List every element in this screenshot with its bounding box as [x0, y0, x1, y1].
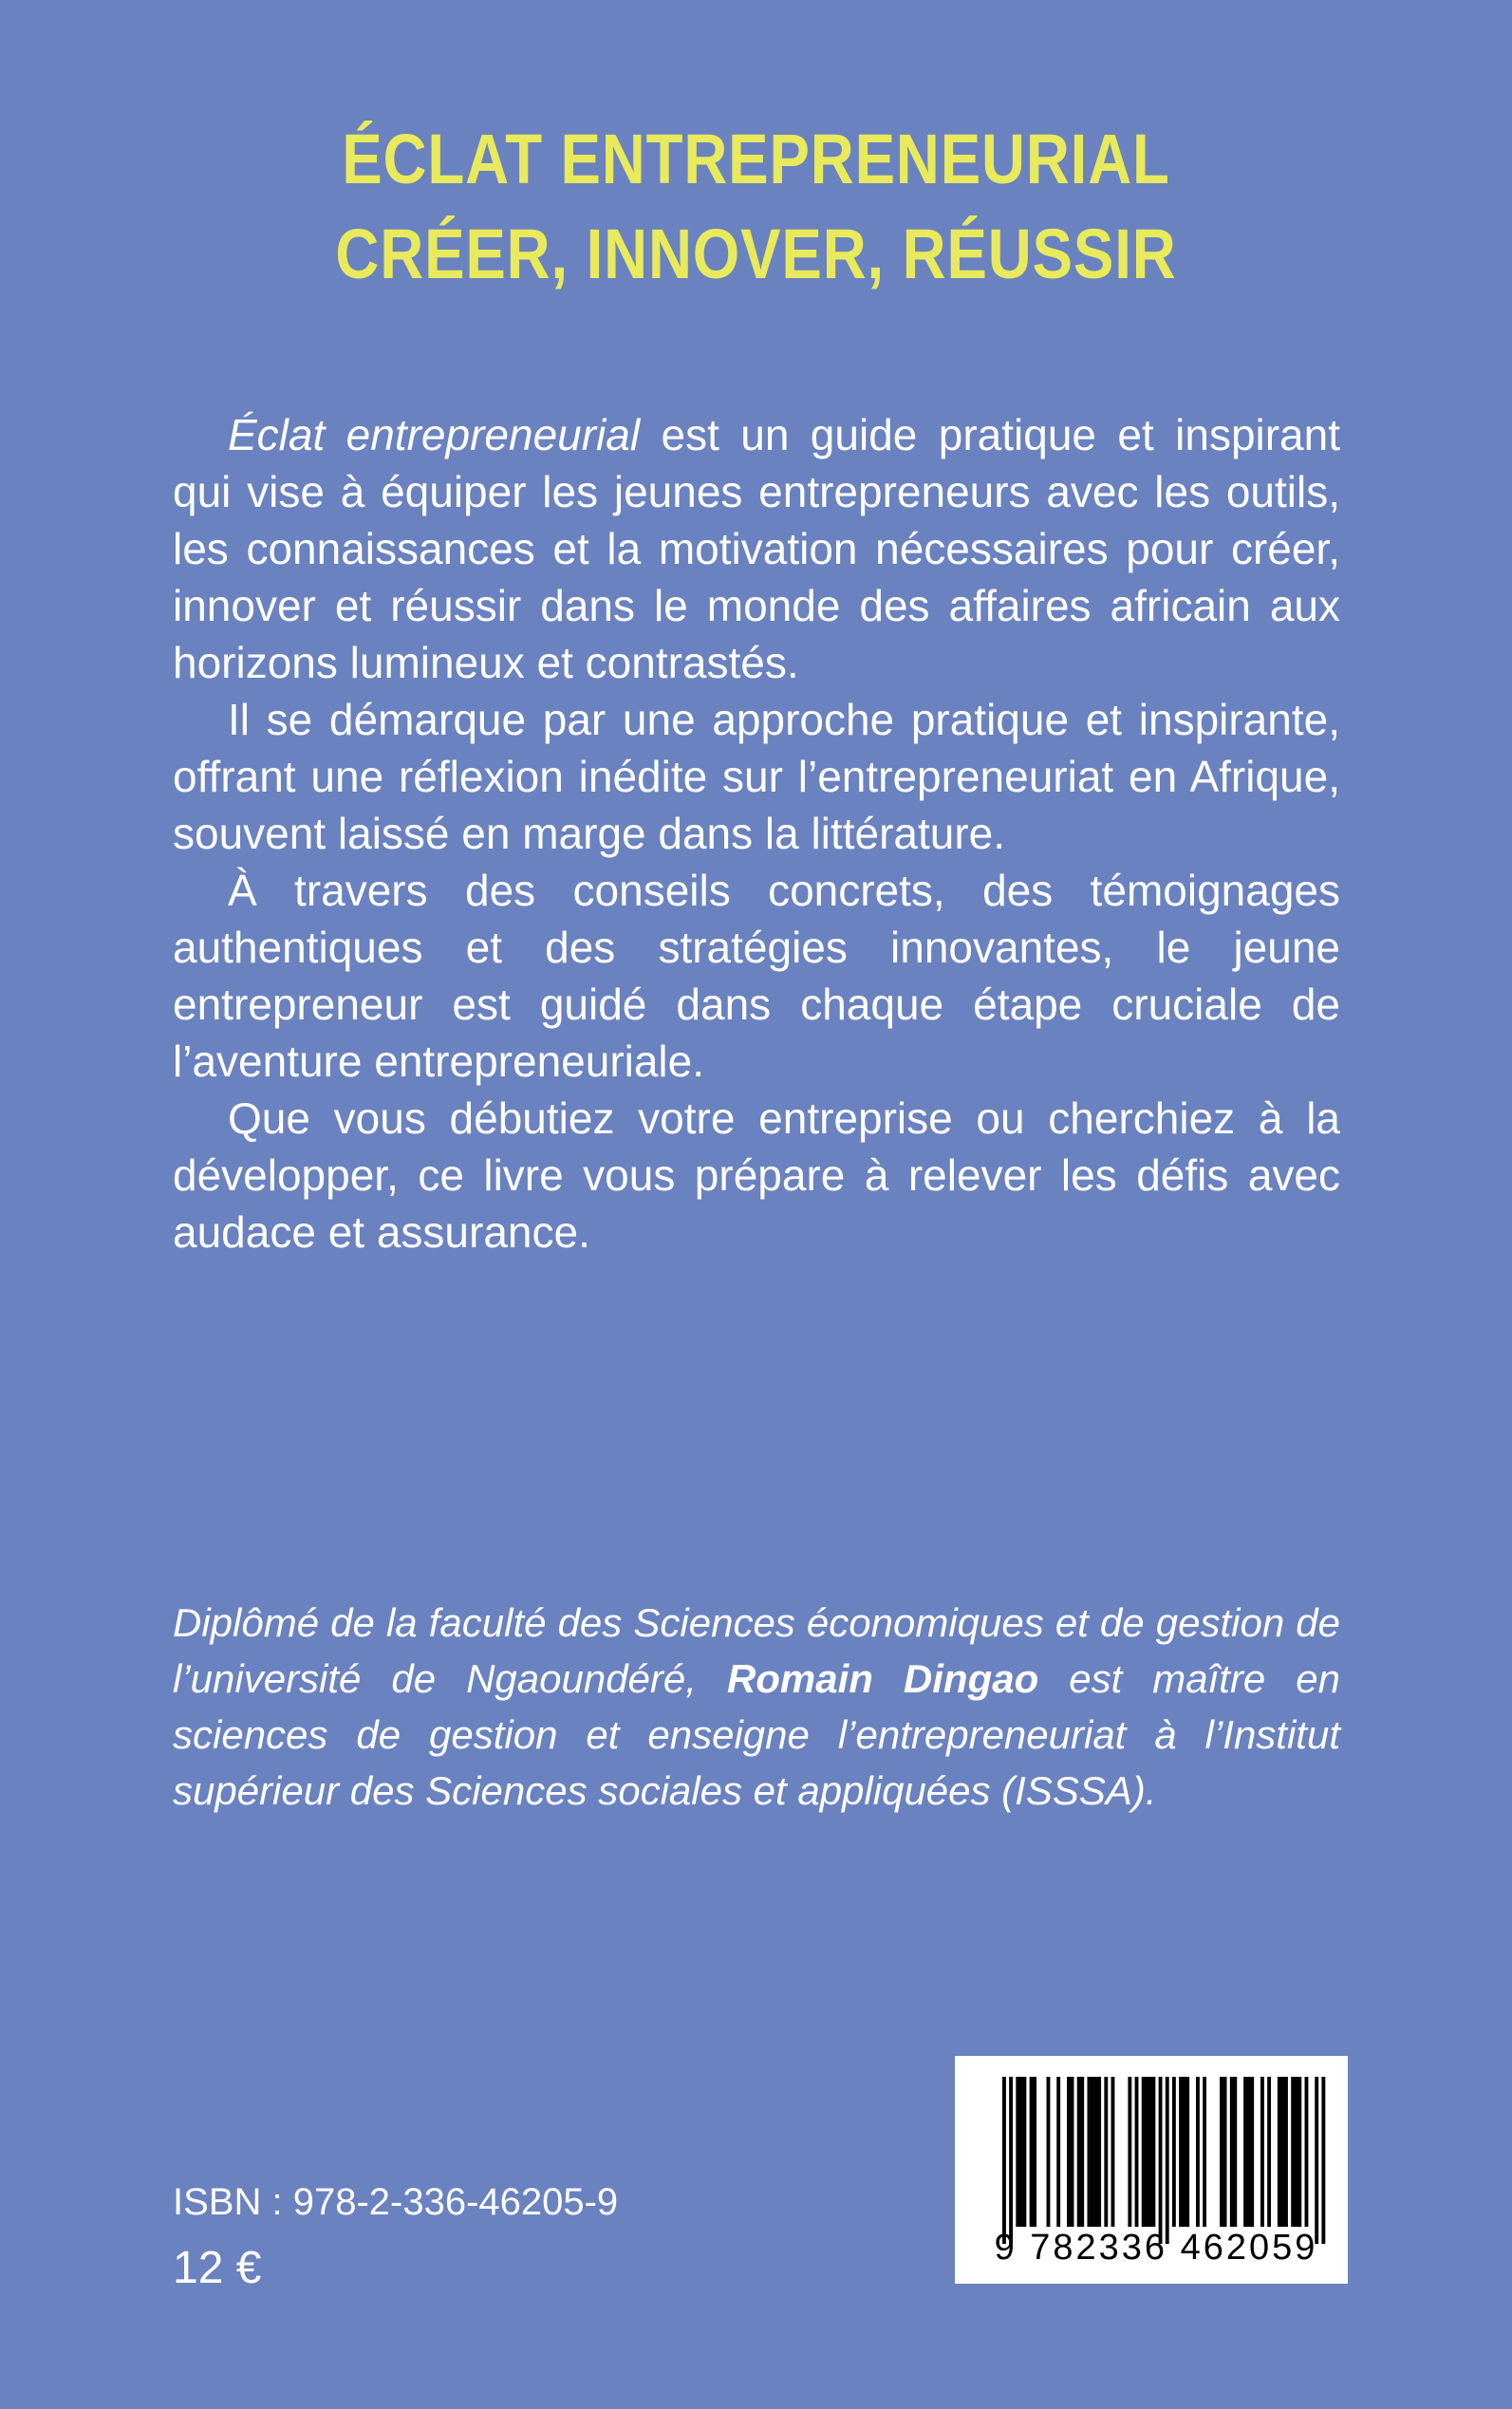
- barcode-bar: [1142, 2077, 1146, 2227]
- barcode-bar: [1056, 2077, 1060, 2227]
- barcode-bar: [1230, 2077, 1234, 2227]
- barcode-bar: [1111, 2077, 1115, 2227]
- barcode-bar: [1172, 2077, 1176, 2227]
- barcode-bar: [1280, 2077, 1284, 2227]
- blurb-paragraph-4: Que vous débutiez votre entreprise ou cherchiez à la développer, ce livre vous prépare à relever les défis avec audace et assurance.: [173, 1093, 1340, 1257]
- barcode-bar: [1067, 2077, 1071, 2227]
- barcode-bar: [1179, 2077, 1183, 2227]
- barcode-bar: [1033, 2077, 1036, 2227]
- barcode-bar: [1016, 2077, 1019, 2227]
- barcode-bar: [1247, 2077, 1251, 2227]
- barcode-bar: [1151, 2077, 1155, 2227]
- barcode-bar: [1166, 2077, 1169, 2244]
- price: 12 €: [173, 2243, 262, 2293]
- barcode-bar: [1196, 2077, 1200, 2227]
- barcode-bar: [1148, 2077, 1152, 2227]
- barcode-bar: [1128, 2077, 1131, 2227]
- blurb: [173, 406, 1340, 1261]
- barcode-bar: [1077, 2077, 1081, 2227]
- barcode-bar: [1243, 2077, 1247, 2227]
- barcode-bar: [1094, 2077, 1098, 2227]
- barcode: [955, 2056, 1348, 2284]
- barcode-bar: [1284, 2077, 1288, 2227]
- barcode-bar: [1233, 2077, 1237, 2227]
- barcode-bar: [1159, 2077, 1163, 2244]
- barcode-bar: [1321, 2077, 1325, 2244]
- blurb-paragraph-1-text: est un guide pratique et inspirant qui vise à équiper les jeunes entrepreneurs avec les outils, les connaissances et la motivation nécessaires pour créer, innover et réussir dans le monde des affaires africain aux horizons lumineux et contrastés.: [173, 410, 1341, 687]
- barcode-bar: [1267, 2077, 1271, 2227]
- barcode-bar: [1071, 2077, 1074, 2227]
- barcode-bar: [1185, 2077, 1189, 2227]
- barcode-bar: [1203, 2077, 1206, 2227]
- barcode-bar: [1145, 2077, 1148, 2227]
- barcode-digits: 9 782336 462059: [994, 2228, 1318, 2268]
- barcode-bar: [1291, 2077, 1295, 2227]
- barcode-bar: [1104, 2077, 1108, 2227]
- isbn: ISBN : 978-2-336-46205-9: [173, 2181, 619, 2223]
- barcode-bar: [1022, 2077, 1026, 2227]
- barcode-bar: [1305, 2077, 1309, 2227]
- barcode-bar: [1278, 2077, 1281, 2227]
- title-line-2: CRÉER, INNOVER, RÉUSSIR: [335, 215, 1177, 293]
- barcode-bar: [1135, 2077, 1139, 2227]
- barcode-bar: [1183, 2077, 1186, 2227]
- author-name: Romain Dingao: [726, 1656, 1039, 1701]
- book-name-italic: Éclat entrepreneurial: [228, 410, 641, 459]
- bio-text-before: Diplômé de la faculté des Sciences économiques et de gestion de l’université de Ngaoundéré,: [173, 1600, 1340, 1701]
- barcode-bar: [1002, 2077, 1006, 2244]
- blurb-paragraph-3: À travers des conseils concrets, des témoignages authentiques et des stratégies innovantes, le jeune entrepreneur est guidé dans chaque étape cruciale de l’aventure entrepreneuriale.: [173, 866, 1340, 1086]
- barcode-bar: [1223, 2077, 1227, 2227]
- bio-text-after: est maître en sciences de gestion et enseigne l’entrepreneuriat à l’Institut supérieur des Sciences sociales et appliquées (ISSSA).: [173, 1656, 1340, 1813]
- book-title: [106, 112, 1407, 302]
- title-line-1: ÉCLAT ENTREPRENEURIAL: [342, 120, 1170, 198]
- barcode-bar: [1080, 2077, 1084, 2227]
- barcode-bar: [1030, 2077, 1034, 2227]
- barcode-bar: [1297, 2077, 1301, 2227]
- barcode-bar: [1019, 2077, 1023, 2227]
- author-bio: [173, 1595, 1340, 1819]
- barcode-bar: [1047, 2077, 1051, 2227]
- blurb-paragraph-1: [173, 406, 1340, 691]
- barcode-bar: [1087, 2077, 1091, 2227]
- barcode-bar: [1315, 2077, 1318, 2244]
- barcode-bar: [1009, 2077, 1013, 2244]
- barcode-bar: [1295, 2077, 1298, 2227]
- barcode-bar: [1250, 2077, 1254, 2227]
- barcode-bar: [1091, 2077, 1094, 2227]
- barcode-bar: [1220, 2077, 1223, 2227]
- barcode-bar: [1260, 2077, 1264, 2227]
- barcode-bar: [1097, 2077, 1101, 2227]
- blurb-paragraph-2: Il se démarque par une approche pratique et inspirante, offrant une réflexion inédite sur l’entrepreneuriat en Afrique, souvent laissé en marge dans la littérature.: [173, 695, 1340, 858]
